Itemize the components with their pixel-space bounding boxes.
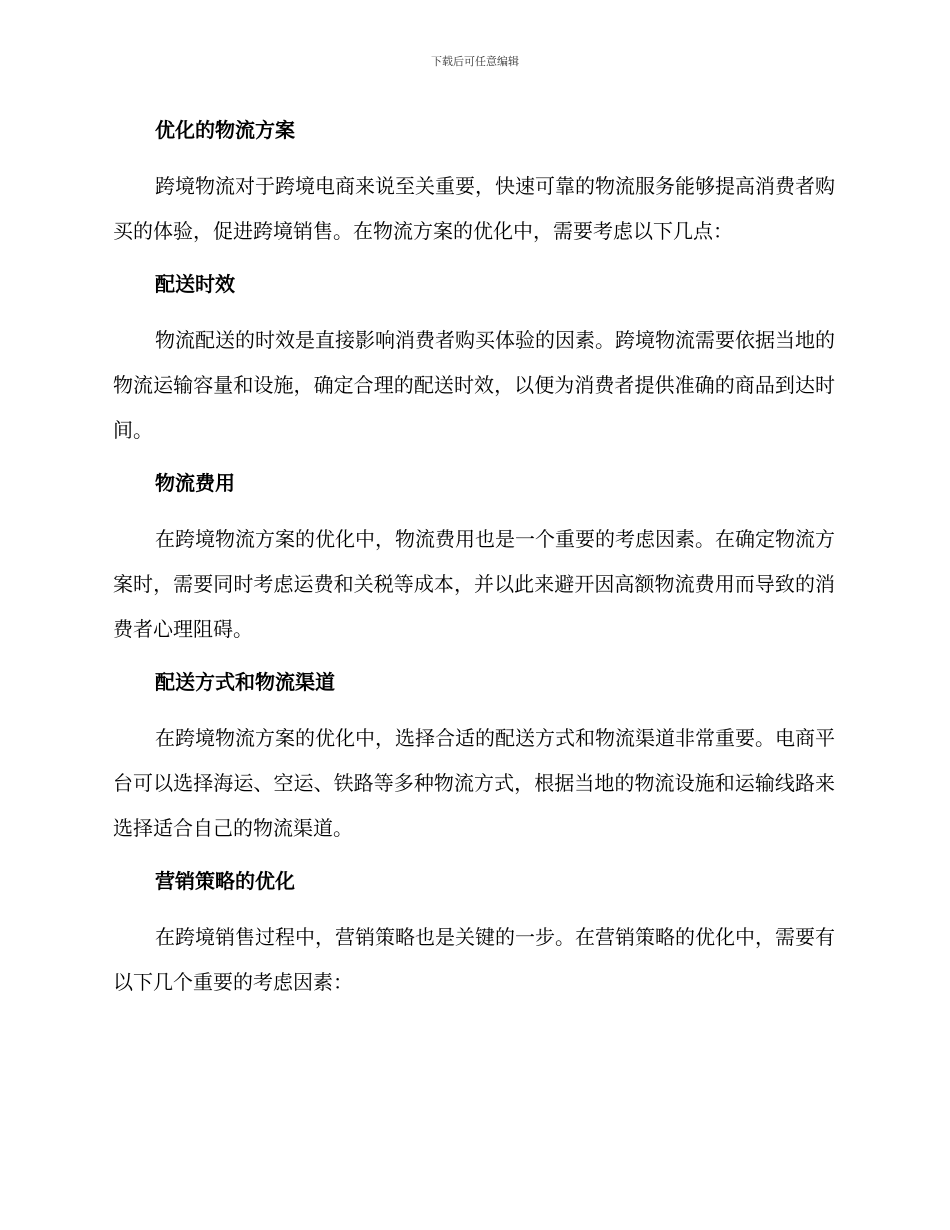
section-paragraph: 在跨境销售过程中，营销策略也是关键的一步。在营销策略的优化中，需要有以下几个重要的考虑因素： (113, 925, 835, 994)
section-paragraph: 在跨境物流方案的优化中，物流费用也是一个重要的考虑因素。在确定物流方案时，需要同时考虑运费和关税等成本，并以此来避开因高额物流费用而导致的消费者心理阻碍。 (113, 527, 835, 641)
section-heading: 配送时效 (155, 272, 235, 296)
section-heading: 物流费用 (155, 471, 235, 495)
page-header: 下载后可任意编辑 (431, 55, 519, 68)
section-paragraph: 跨境物流对于跨境电商来说至关重要，快速可靠的物流服务能够提高消费者购买的体验，促进跨境销售。在物流方案的优化中，需要考虑以下几点： (113, 174, 835, 243)
document-body (113, 110, 835, 1005)
section-heading: 配送方式和物流渠道 (155, 670, 335, 694)
section-paragraph: 在跨境物流方案的优化中，选择合适的配送方式和物流渠道非常重要。电商平台可以选择海运、空运、铁路等多种物流方式，根据当地的物流设施和运输线路来选择适合自己的物流渠道。 (113, 726, 835, 840)
section-heading: 营销策略的优化 (155, 869, 295, 893)
section-paragraph: 物流配送的时效是直接影响消费者购买体验的因素。跨境物流需要依据当地的物流运输容量和设施，确定合理的配送时效，以便为消费者提供准确的商品到达时间。 (113, 328, 835, 442)
section-heading: 优化的物流方案 (155, 118, 295, 142)
